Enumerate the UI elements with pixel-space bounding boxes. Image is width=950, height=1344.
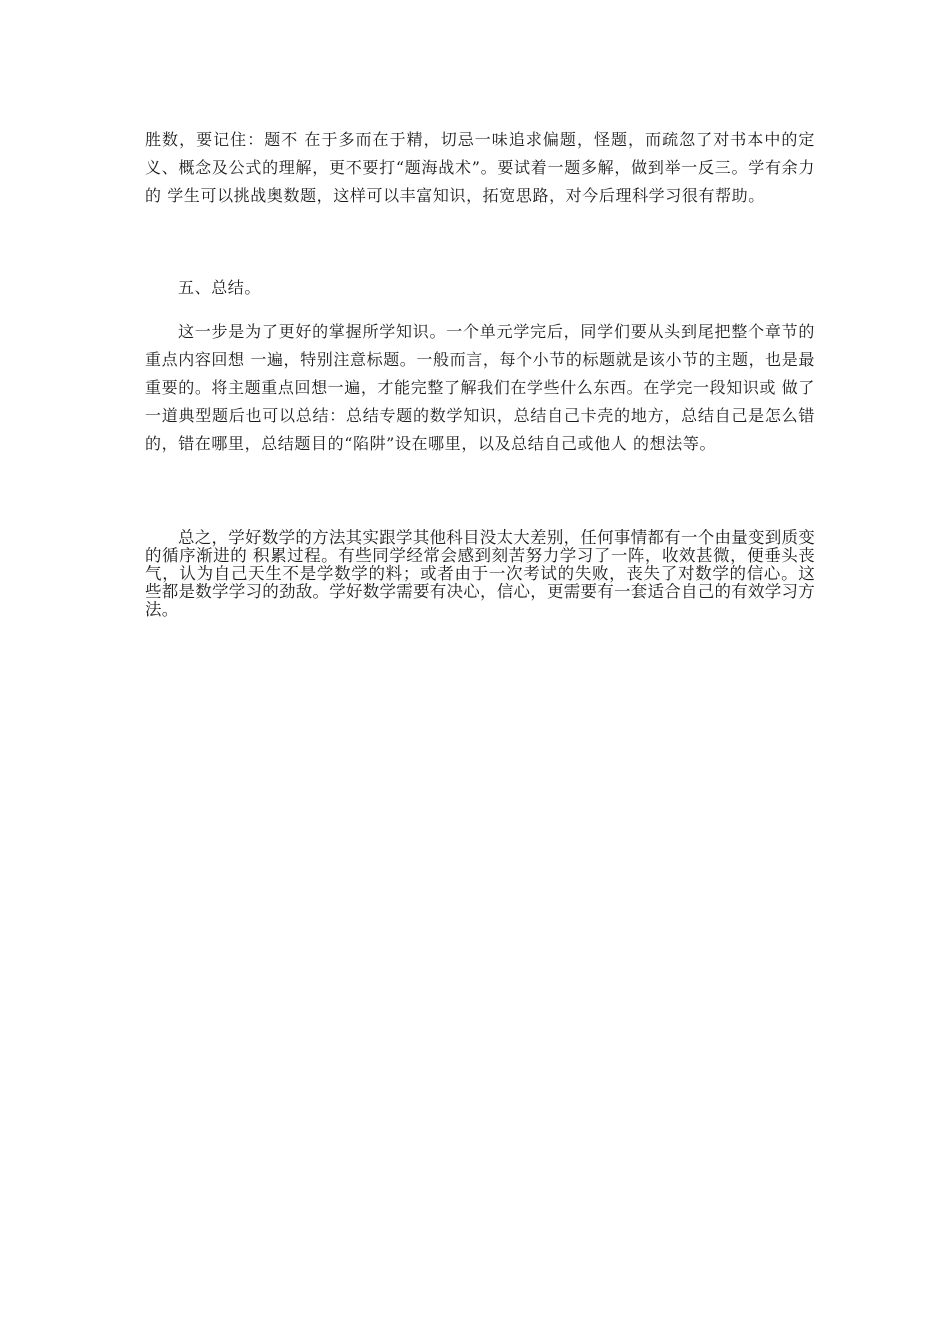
paragraph-summary: 这一步是为了更好的掌握所学知识。一个单元学完后，同学们要从头到尾把整个章节的重点内容回想 一遍，特别注意标题。一般而言，每个小节的标题就是该小节的主题，也是最重要的。将主题重点回想一遍，才能完整了解我们在学些什么东西。在学完一段知识或 做了一道典型题后也可以总结：总结专题的数学知识，总结自己卡壳的地方，总结自己是怎么错的，错在哪里，总结题目的“陷阱”设在哪里，以及总结自己或他人 的想法等。 <box>145 322 815 453</box>
section-heading-summary: 五、总结。 <box>178 278 262 297</box>
paragraph-conclusion: 总之，学好数学的方法其实跟学其他科目没太大差别，任何事情都有一个由量变到质变的循序渐进的 积累过程。有些同学经常会感到刻苦努力学习了一阵，收效甚微，便垂头丧气，认为自己天生不是学数学的料；或者由于一次考试的失败，丧失了对数学的信心。这 些都是数学学习的劲敌。学好数学需要有决心，信心，更需要有一套适合自己的有效学习方法。 <box>145 528 815 619</box>
paragraph-practice-advice: 胜数，要记住：题不 在于多而在于精，切忌一味追求偏题，怪题，而疏忽了对书本中的定义、概念及公式的理解，更不要打“题海战术”。要试着一题多解，做到举一反三。学有余力的 学生可以挑战奥数题，这样可以丰富知识，拓宽思路，对今后理科学习很有帮助。 <box>145 130 815 205</box>
